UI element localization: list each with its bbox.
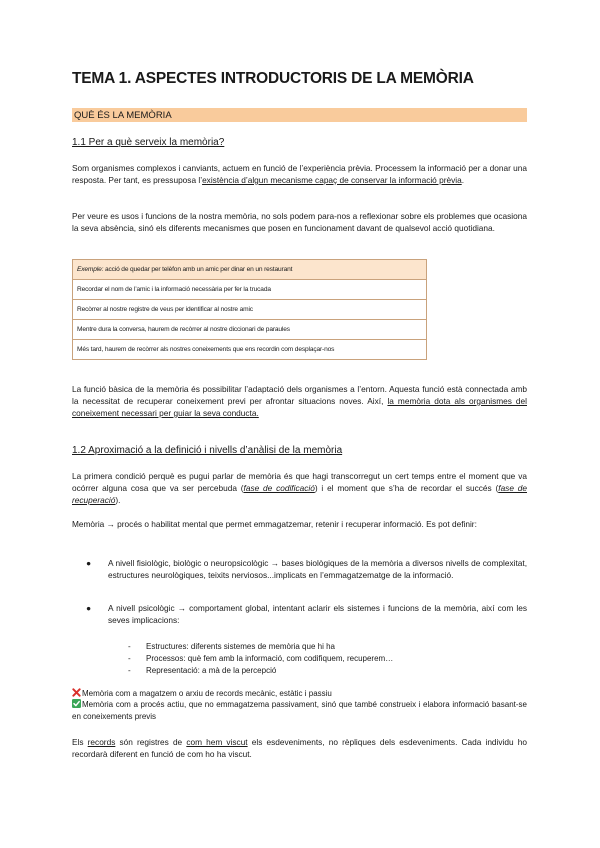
- check-mark-icon: [72, 699, 81, 708]
- paragraph-basic-function: [72, 384, 527, 420]
- paragraph-text: ) i el moment que s’ha de recordar el succés (: [314, 482, 499, 493]
- cross-mark-icon: [72, 688, 81, 697]
- list-item-text: A nivell psicològic → comportament global, intentant aclarir els sistemes i funcions de la memòria, així com les seves implicacions:: [108, 603, 527, 625]
- page-title: TEMA 1. ASPECTES INTRODUCTORIS DE LA MEMÒRIA: [72, 70, 474, 87]
- right-statement: [72, 699, 527, 723]
- paragraph-text: ).: [115, 494, 121, 505]
- sub-list-item-text: Representació: a mà de la percepció: [146, 666, 277, 675]
- bullet-icon: ●: [86, 558, 92, 568]
- paragraph-text: Som organismes complexos i canviants, actuem en funció de l’experiència prèvia. Processem la informació per a donar una resposta. Per tant, es pressuposa l’: [72, 163, 527, 185]
- table-cell: Més tard, haurem de recòrrer als nostres coneixements que ens recordin com desplaçar-nos: [73, 340, 427, 360]
- bullet-icon: ●: [86, 603, 92, 613]
- table-row: [73, 340, 427, 360]
- sub-list-item-text: Estructures: diferents sistemes de memòria que hi ha: [146, 642, 335, 651]
- table-row: [73, 280, 427, 300]
- subsection-heading-1-2: 1.2 Aproximació a la definició i nivells d’anàlisi de la memòria: [72, 445, 343, 456]
- table-cell: [73, 260, 427, 280]
- table-row: [73, 260, 427, 280]
- paragraph-text: La funció bàsica de la memòria és possibilitar l’adaptació dels organismes a l’entorn. Aquesta funció està connectada amb la necessitat de recuperar coneixement previ per afrontar situacions noves. Així,: [72, 384, 527, 406]
- paragraph-text: .: [461, 174, 465, 185]
- table-cell: Recòrrer al nostre registre de veus per identificar al nostre amic: [73, 300, 427, 320]
- table-row: [73, 300, 427, 320]
- section-heading: QUÈ ÉS LA MEMÒRIA: [72, 108, 527, 122]
- paragraph-memory-definition: Memòria → procés o habilitat mental que permet emmagatzemar, retenir i recuperar informació. Es pot definir:: [72, 519, 477, 529]
- sub-list-item-text: Processos: què fem amb la informació, com codifiquem, recuperem…: [146, 654, 394, 663]
- paragraph-text: els esdeveniments, no rèpliques dels esdeveniments. Cada individu ho recordarà diferent en funció de com ho ha viscut.: [72, 737, 527, 759]
- underlined-text: existència d’algun mecanisme capaç de conservar la informació prèvia: [202, 174, 462, 185]
- paragraph-experience: [72, 163, 527, 187]
- wrong-statement-text: Memòria com a magatzem o arxiu de records mecànic, estàtic i passiu: [82, 689, 332, 698]
- right-statement-text: Memòria com a procés actiu, que no emmagatzema passivament, sinó que també construeix i elabora informació basant-se en coneixements previs: [72, 700, 527, 721]
- sub-list-item: [128, 665, 276, 676]
- dash-icon: -: [128, 642, 131, 651]
- paragraph-text: són registres de: [115, 737, 187, 747]
- underlined-text: la memòria dota als organismes del coneixement necessari per guiar la seva conducta.: [72, 395, 527, 418]
- paragraph-text: Els: [72, 737, 88, 747]
- paragraph-first-condition: [72, 471, 527, 507]
- sub-list-item: [128, 641, 335, 652]
- table-cell-italic: Exemple:: [77, 266, 104, 273]
- paragraph-functions: Per veure es usos i funcions de la nostra memòria, no sols podem para-nos a reflexionar sobre els problemes que ocasiona la seva absència, sinó els diferents mecanismes que posen en funcionament davant de qualsevol acció quotidiana.: [72, 211, 527, 233]
- dash-icon: -: [128, 666, 131, 675]
- underlined-text: com hem viscut: [186, 737, 248, 747]
- example-table: [72, 259, 427, 360]
- table-row: [73, 320, 427, 340]
- list-item-text: A nivell fisiològic, biològic o neuropsicològic → bases biològiques de la memòria a diversos nivells de complexitat, estructures neurològiques, teixits nerviosos...implicats en l’emmagatzematge de la informació.: [108, 558, 527, 580]
- table-cell-text: acció de quedar per telèfon amb un amic per dinar en un restaurant: [103, 266, 293, 273]
- sub-list-item: [128, 653, 393, 664]
- underlined-text: records: [87, 737, 116, 747]
- paragraph-text: La primera condició perquè es pugui parlar de memòria és que hagi transcorregut un cert temps entre el moment que va ocórrer alguna cosa que va ser percebuda (: [72, 471, 527, 493]
- dash-icon: -: [128, 654, 131, 663]
- subsection-heading-1-1: 1.1 Per a què serveix la memòria?: [72, 137, 225, 148]
- italic-term: fase de recuperació: [72, 482, 527, 505]
- table-cell: Mentre dura la conversa, haurem de recòrrer al nostre diccionari de paraules: [73, 320, 427, 340]
- paragraph-records: [72, 737, 527, 761]
- table-cell: Recordar el nom de l’amic i la informació necessària per fer la trucada: [73, 280, 427, 300]
- italic-term: fase de codificació: [243, 482, 315, 493]
